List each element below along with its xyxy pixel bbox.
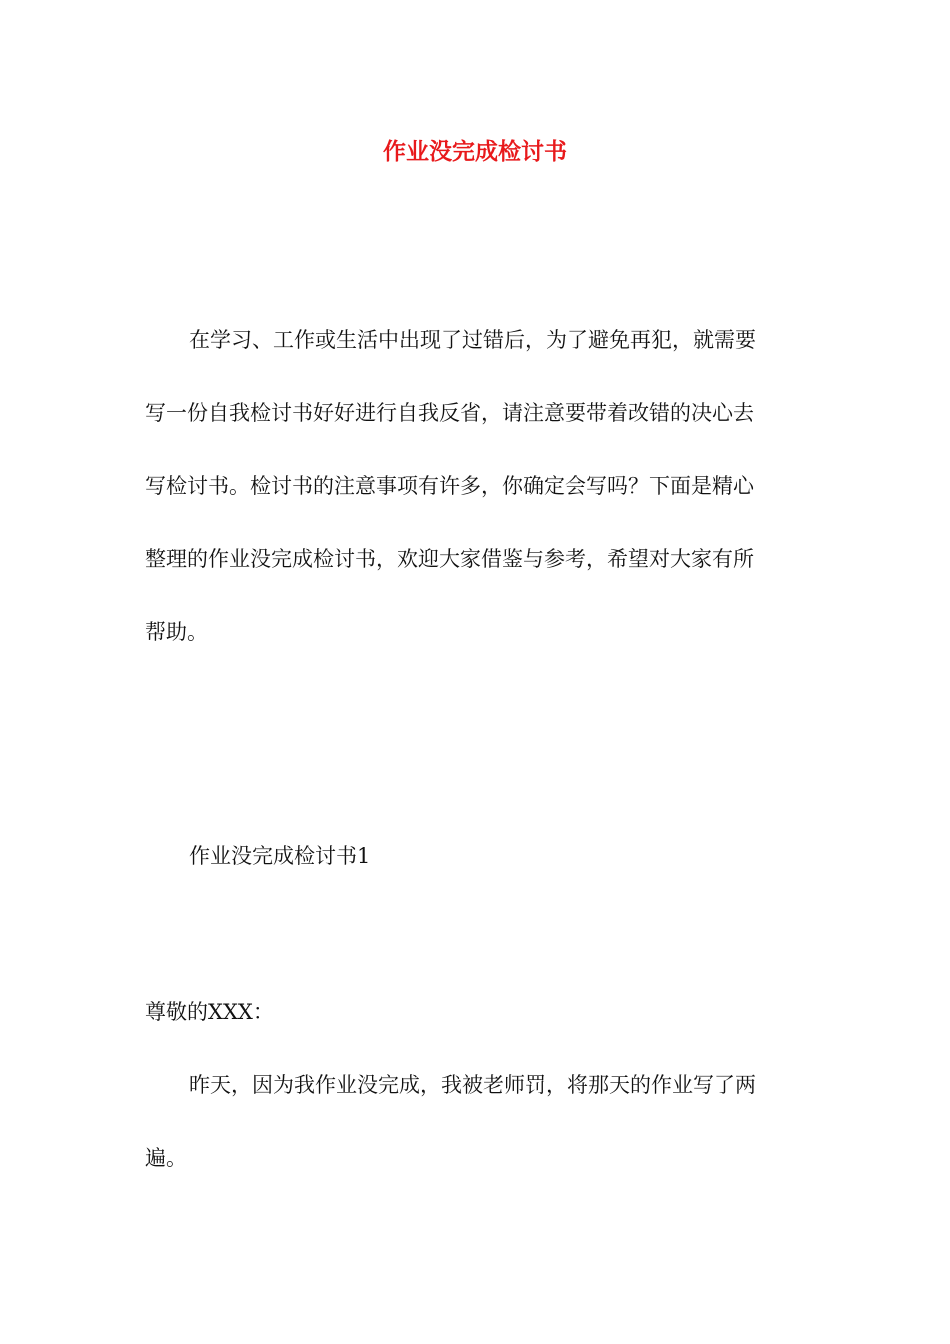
section-heading [145, 820, 805, 893]
salutation [145, 976, 805, 1049]
intro-line: 整理的作业没完成检讨书，欢迎大家借鉴与参考，希望对大家有所 [145, 547, 754, 571]
body-line: 昨天，因为我作业没完成，我被老师罚，将那天的作业写了两 [189, 1073, 756, 1097]
intro-line: 写检讨书。检讨书的注意事项有许多，你确定会写吗？下面是精心 [145, 474, 754, 498]
intro-paragraph [145, 304, 805, 669]
section-heading-text: 作业没完成检讨书1 [189, 844, 371, 868]
intro-line: 帮助。 [145, 620, 208, 644]
body-line: 遍。 [145, 1146, 187, 1170]
body-paragraph [145, 1049, 805, 1195]
salutation-text: 尊敬的XXX： [145, 1000, 274, 1024]
intro-line: 写一份自我检讨书好好进行自我反省，请注意要带着改错的决心去 [145, 401, 754, 425]
document-title: 作业没完成检讨书 [383, 139, 567, 165]
intro-line: 在学习、工作或生活中出现了过错后，为了避免再犯，就需要 [189, 328, 756, 352]
